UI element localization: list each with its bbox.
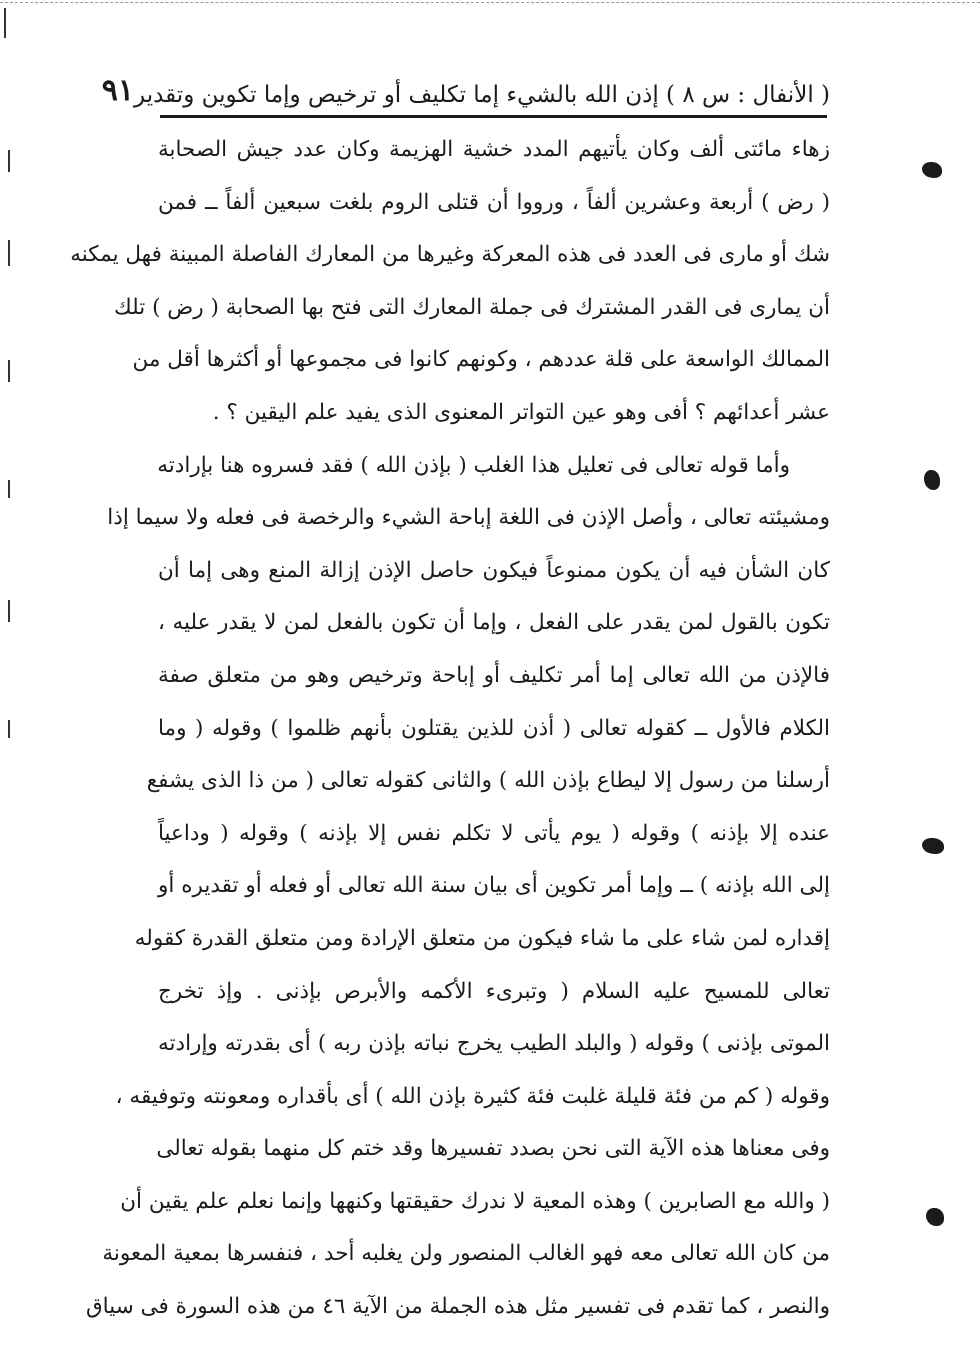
scan-blot xyxy=(926,1208,944,1226)
page-number: ٩١ xyxy=(101,73,134,108)
text-line: تعالى للمسيح عليه السلام ( وتبرىء الأكمه والأبرص بإذنى . وإذ تخرج xyxy=(158,978,830,1004)
text-line: ( رض ) أربعة وعشرين ألفاً ، ورووا أن قتلى الروم بلغت سبعين ألفاً ــ فمن xyxy=(158,189,830,215)
scan-margin-mark xyxy=(8,720,10,738)
text-line: عنده إلا بإذنه ) وقوله ( يوم يأتى لا تكلم نفس إلا بإذنه ) وقوله ( وداعياً xyxy=(158,820,830,846)
text-line: أرسلنا من رسول إلا ليطاع بإذن الله ) والثانى كقوله تعالى ( من ذا الذى يشفع xyxy=(146,768,830,794)
text-line: عشر أعدائهم ؟ أفى وهو عين التواتر المعنوى الذى يفيد علم اليقين ؟ . xyxy=(212,399,830,425)
page-header xyxy=(101,62,830,108)
text-line: فالإذن من الله تعالى إما أمر تكليف أو إباحة وترخيص وهو من متعلق صفة xyxy=(158,662,830,688)
running-title: ( الأنفال : س ٨ ) إذن الله بالشيء إما تكليف أو ترخيص وإما تكوين وتقدير xyxy=(134,82,830,108)
scan-margin-mark xyxy=(8,150,10,172)
scan-edge-line xyxy=(0,2,980,3)
text-line: وقوله ( كم من فئة قليلة غلبت فئة كثيرة بإذن الله ) أى بأقداره ومعونته وتوفيقه ، xyxy=(115,1083,830,1109)
text-line: تكون بالقول لمن يقدر على الفعل ، وإما أن تكون بالفعل لمن لا يقدر عليه ، xyxy=(158,610,830,636)
text-line: ومشيئته تعالى ، وأصل الإذن فى اللغة إباحة الشيء والرخصة فى فعله ولا سيما إذا xyxy=(107,505,830,531)
text-line: كان الشأن فيه أن يكون ممنوعاً فيكون حاصل الإذن إزالة المنع وهى إما أن xyxy=(158,557,830,583)
text-line: إقداره لمن شاء على ما شاء فيكون من متعلق الإرادة ومن متعلق القدرة كقوله xyxy=(134,925,830,951)
text-line: زهاء مائتى ألف وكان يأتيهم المدد خشية الهزيمة وكان عدد جيش الصحابة xyxy=(158,137,830,162)
text-line: والنصر ، كما تقدم فى تفسير مثل هذه الجملة من الآية ٤٦ من هذه السورة فى سياق xyxy=(85,1294,830,1320)
body-text xyxy=(70,124,830,1334)
text-line: إلى الله بإذنه ) ــ وإما أمر تكوين أى بيان سنة الله تعالى أو فعله أو تقديره أو xyxy=(158,873,830,899)
scan-margin-mark xyxy=(8,600,10,622)
header-rule xyxy=(160,115,827,118)
text-line: من كان الله تعالى معه فهو الغالب المنصور ولن يغلبه أحد ، فنفسرها بمعية المعونة xyxy=(102,1241,830,1267)
text-line: وأما قوله تعالى فى تعليل هذا الغلب ( بإذن الله ) فقد فسروه هنا بإرادته xyxy=(157,452,790,478)
scan-margin-mark xyxy=(8,480,10,498)
text-line: أن يمارى فى القدر المشترك فى جملة المعارك التى فتح بها الصحابة ( رض ) تلك xyxy=(114,294,830,320)
scan-blot xyxy=(922,162,942,178)
text-line: الموتى بإذنى ) وقوله ( والبلد الطيب يخرج نباته بإذن ربه ) أى بقدرته وإرادته xyxy=(158,1031,830,1057)
text-line: الممالك الواسعة على قلة عددهم ، وكونهم كانوا فى مجموعها أو أكثرها أقل من xyxy=(132,347,830,373)
text-line: شك أو مارى فى العدد فى هذه المعركة وغيرها من المعارك الفاصلة المبينة فهل يمكنه xyxy=(70,242,830,268)
scan-blot xyxy=(924,470,940,490)
scan-margin-mark xyxy=(8,240,10,266)
text-line: وفى معناها هذه الآية التى نحن بصدد تفسيرها وقد ختم كل منهما بقوله تعالى xyxy=(156,1136,830,1162)
scan-margin-mark xyxy=(4,8,6,38)
scan-margin-mark xyxy=(8,360,10,382)
scan-blot xyxy=(922,838,944,854)
text-line: الكلام فالأول ــ كقوله تعالى ( أذن للذين يقتلون بأنهم ظلموا ) وقوله ( وما xyxy=(158,715,830,741)
text-line: ( والله مع الصابرين ) وهذه المعية لا ندرك حقيقتها وكنهها وإنما نعلم علم يقين أن xyxy=(120,1188,830,1214)
